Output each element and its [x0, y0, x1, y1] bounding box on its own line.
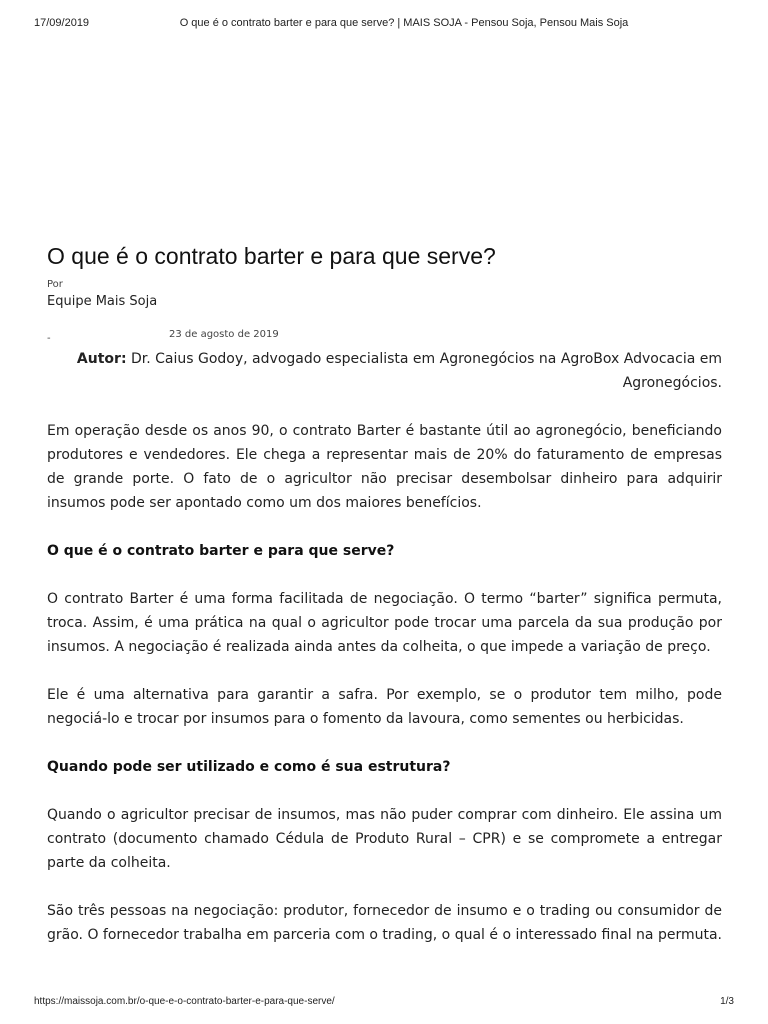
print-page-title: O que é o contrato barter e para que serve? | MAIS SOJA - Pensou Soja, Pensou Mais Soja	[179, 17, 629, 29]
publish-date: 23 de agosto de 2019	[169, 329, 279, 340]
byline	[47, 347, 722, 395]
print-date: 17/09/2019	[34, 17, 90, 29]
meta-row	[47, 329, 722, 353]
print-page-number: 1/3	[720, 996, 734, 1007]
article	[47, 240, 722, 947]
section-heading: O que é o contrato barter e para que serve?	[47, 543, 395, 559]
section-heading: Quando pode ser utilizado e como é sua estrutura?	[47, 759, 451, 775]
article-title: O que é o contrato barter e para que serve?	[47, 243, 496, 269]
paragraph: O contrato Barter é uma forma facilitada de negociação. O termo “barter” significa permuta, troca. Assim, é uma prática na qual o agricultor pode trocar uma parcela da sua produção por insumos. A negociação é realizada ainda antes da colheita, o que impede a variação de preço.	[47, 591, 722, 655]
paragraph: Ele é uma alternativa para garantir a safra. Por exemplo, se o produtor tem milho, pode negociá-lo e trocar por insumos para o fomento da lavoura, como sementes ou herbicidas.	[47, 687, 722, 727]
author-link[interactable]: Equipe Mais Soja	[47, 294, 158, 309]
paragraph: Em operação desde os anos 90, o contrato Barter é bastante útil ao agronegócio, beneficiando produtores e vendedores. Ele chega a representar mais de 20% do faturamento de empresas de grande porte. O fato de o agricultor não precisar desembolsar dinheiro para adquirir insumos pode ser apontado como um dos maiores benefícios.	[47, 423, 722, 511]
paragraph: São três pessoas na negociação: produtor, fornecedor de insumo e o trading ou consumidor de grão. O fornecedor trabalha em parceria com o trading, o qual é o interessado final na permuta.	[47, 903, 723, 943]
byline-label: Autor:	[76, 351, 127, 367]
meta-dash: -	[47, 333, 51, 344]
print-url: https://maissoja.com.br/o-que-e-o-contrato-barter-e-para-que-serve/	[34, 996, 335, 1007]
paragraph: Quando o agricultor precisar de insumos, mas não puder comprar com dinheiro. Ele assina um contrato (documento chamado Cédula de Produto Rural – CPR) e se compromete a entregar parte da colheita.	[47, 807, 722, 871]
byline-text: Dr. Caius Godoy, advogado especialista em Agronegócios na AgroBox Advocacia em Agronegócios.	[126, 351, 722, 391]
by-label: Por	[47, 279, 63, 290]
